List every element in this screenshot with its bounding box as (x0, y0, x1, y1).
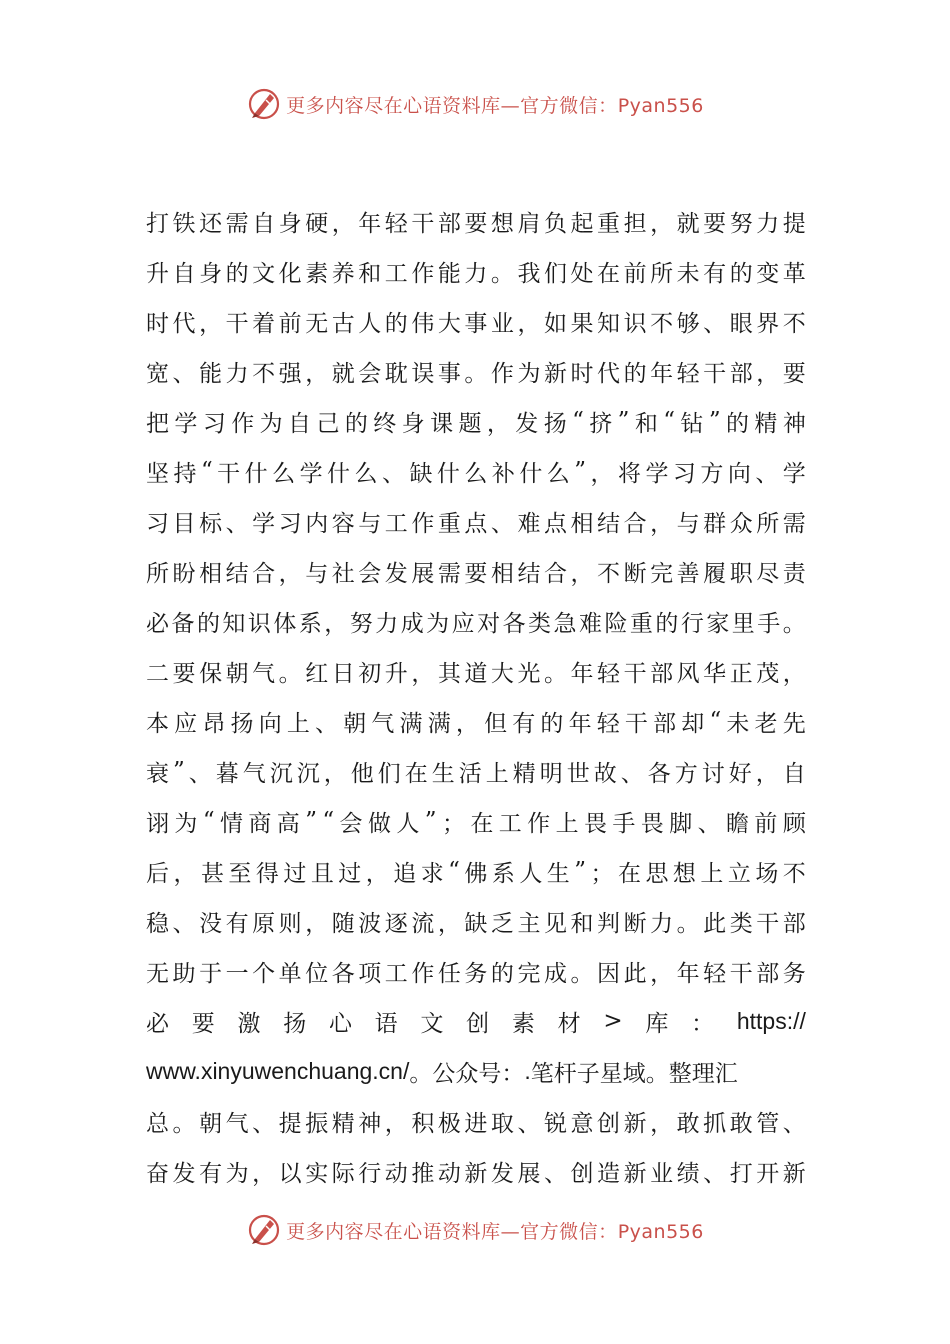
header-official-label: 官方微信： (520, 94, 618, 117)
body-text-line: 本 应 昂 扬 向 上 、 朝 气 满 满 ， 但 有 的 年 轻 干 部 却 “ 未 老 先 (146, 708, 806, 737)
footer-wechat-id: Pyan556 (617, 1220, 704, 1243)
header-banner (0, 84, 950, 124)
body-text-line: 无 助 于 一 个 单 位 各 项 工 作 任 务 的 完 成 。 因 此 ， 年 轻 干 部 务 (146, 960, 806, 987)
body-text-line: 后 ， 甚 至 得 过 且 过 ， 追 求 “ 佛 系 人 生 ” ； 在 思 想 上 立 场 不 (146, 858, 806, 887)
article-body (146, 196, 806, 1196)
footer-dash: — (500, 1220, 521, 1243)
body-text-line: www.xinyuwenchuang.cn/ 。 公 众 号 ： . 笔 杆 子 星 域 。 整 理 汇 (146, 1057, 738, 1087)
pen-logo-icon (246, 1212, 282, 1248)
body-text-line: 打 铁 还 需 自 身 硬 ， 年 轻 干 部 要 想 肩 负 起 重 担 ， 就 要 努 力 提 (146, 210, 806, 237)
header-banner-text (286, 91, 704, 118)
body-text-line: 二 要 保 朝 气 。 红 日 初 升 ， 其 道 大 光 。 年 轻 干 部 风 华 正 茂 ， (146, 660, 806, 687)
body-text-line: 诩 为 “ 情 商 高 ” “ 会 做 人 ” ； 在 工 作 上 畏 手 畏 脚 、 瞻 前 顾 (146, 808, 806, 837)
body-text-line: 坚 持 “ 干 什 么 学 什 么 、 缺 什 么 补 什 么 ” ， 将 学 习 方 向 、 学 (146, 458, 806, 487)
body-text-line: 必 要 激 扬 心 语 文 创 素 材 > 库 ： https:// (146, 1007, 806, 1037)
header-dash: — (500, 94, 521, 117)
body-text-line: 时 代 ， 干 着 前 无 古 人 的 伟 大 事 业 ， 如 果 知 识 不 够 、 眼 界 不 (146, 310, 806, 337)
footer-official-label: 官方微信： (520, 1220, 618, 1243)
body-text-line: 必 备 的 知 识 体 系 ， 努 力 成 为 应 对 各 类 急 难 险 重 的 行 家 里 手 。 (146, 610, 806, 637)
body-text-line: 升 自 身 的 文 化 素 养 和 工 作 能 力 。 我 们 处 在 前 所 未 有 的 变 革 (146, 260, 806, 287)
body-text-line: 习 目 标 、 学 习 内 容 与 工 作 重 点 、 难 点 相 结 合 ， 与 群 众 所 需 (146, 510, 806, 537)
header-wechat-id: Pyan556 (617, 94, 704, 117)
footer-banner-text (286, 1217, 704, 1244)
body-text-line: 宽 、 能 力 不 强 ， 就 会 耽 误 事 。 作 为 新 时 代 的 年 轻 干 部 ， 要 (146, 360, 806, 387)
body-text-line: 奋 发 有 为 ， 以 实 际 行 动 推 动 新 发 展 、 创 造 新 业 绩 、 打 开 新 (146, 1160, 806, 1187)
body-text-line: 稳 、 没 有 原 则 ， 随 波 逐 流 ， 缺 乏 主 见 和 判 断 力 。 此 类 干 部 (146, 910, 806, 937)
header-site-name: 更多内容尽在心语资料库 (286, 94, 501, 117)
footer-banner (0, 1210, 950, 1250)
body-text-line: 所 盼 相 结 合 ， 与 社 会 发 展 需 要 相 结 合 ， 不 断 完 善 履 职 尽 责 (146, 560, 806, 587)
body-text-line: 总 。 朝 气 、 提 振 精 神 ， 积 极 进 取 、 锐 意 创 新 ， 敢 抓 敢 管 、 (146, 1110, 806, 1137)
body-text-line: 把 学 习 作 为 自 己 的 终 身 课 题 ， 发 扬 “ 挤 ” 和 “ 钻 ” 的 精 神 (146, 408, 806, 437)
body-text-line: 衰 ” 、 暮 气 沉 沉 ， 他 们 在 生 活 上 精 明 世 故 、 各 方 讨 好 ， 自 (146, 758, 806, 787)
footer-site-name: 更多内容尽在心语资料库 (286, 1220, 501, 1243)
pen-logo-icon (246, 86, 282, 122)
